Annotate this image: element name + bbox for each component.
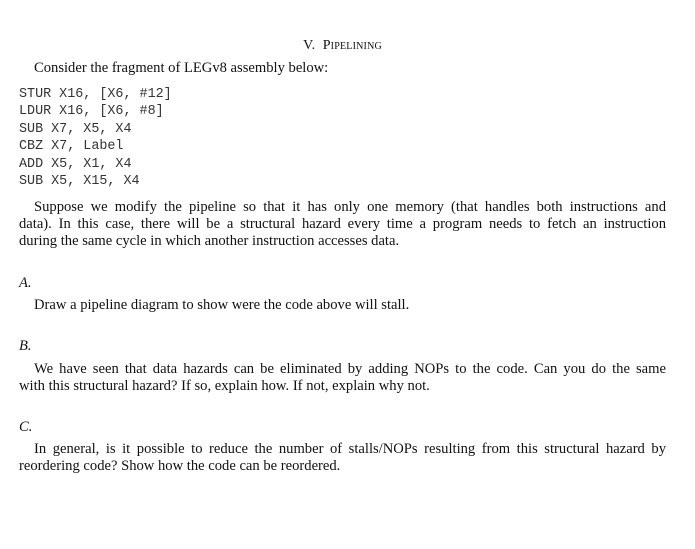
code-line: SUB X7, X5, X4 <box>19 121 132 137</box>
code-line: LDUR X16, [X6, #8] <box>19 104 164 120</box>
intro-paragraph: Consider the fragment of LEGv8 assembly below: <box>34 60 329 76</box>
question-b-label: B. <box>19 338 32 354</box>
code-line: CBZ X7, Label <box>19 139 124 155</box>
section-title: Pipelining <box>322 38 382 53</box>
section-number: V. <box>303 38 316 53</box>
code-block <box>19 86 172 190</box>
code-line: STUR X16, [X6, #12] <box>19 87 172 102</box>
section-heading <box>19 37 666 54</box>
question-c-label: C. <box>19 419 33 435</box>
code-line: SUB X5, X15, X4 <box>19 174 140 190</box>
code-line: ADD X5, X1, X4 <box>19 156 132 172</box>
question-a-label: A. <box>19 275 32 291</box>
